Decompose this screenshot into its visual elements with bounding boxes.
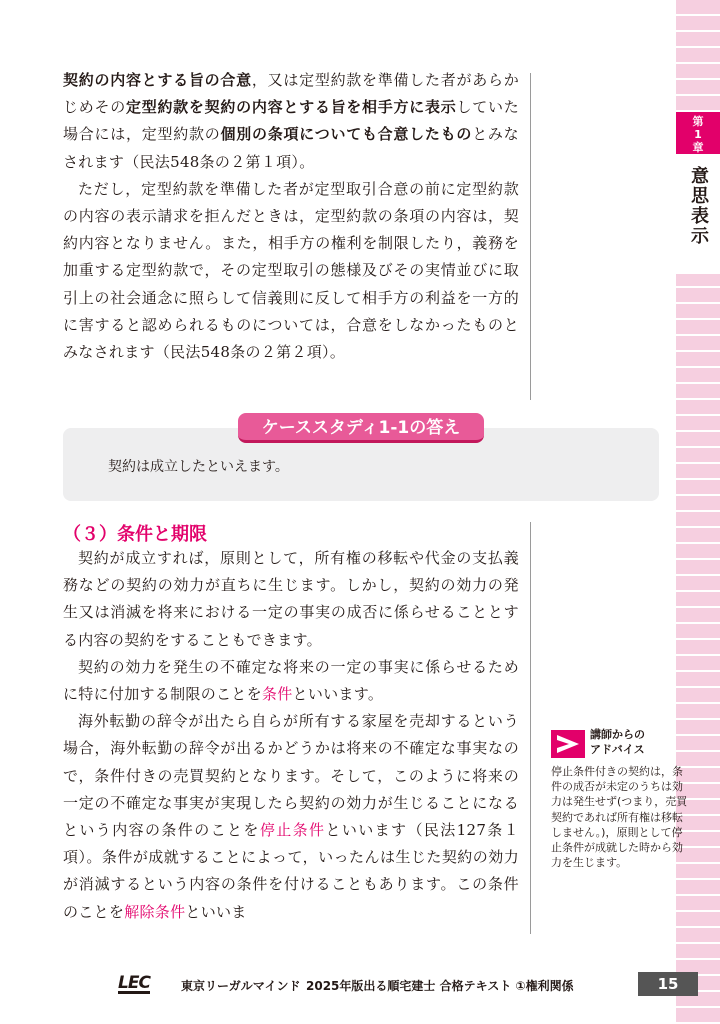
text-run: といいます。 bbox=[292, 685, 384, 704]
highlighted-term: 解除条件 bbox=[124, 902, 186, 921]
section-paragraph-1 bbox=[63, 545, 519, 654]
case-study-label: ケーススタディ1-1の答え bbox=[238, 413, 484, 443]
play-arrow-icon bbox=[551, 730, 585, 758]
text-run: していた場合には，定型約款の bbox=[63, 98, 520, 144]
advice-heading-line-2: アドバイス bbox=[590, 743, 645, 756]
advice-body: 停止条件付きの契約は，条件の成否が未定のうちは効力は発生せず(つまり，売買契約であれば所有権は移転しません。)，原則として停止条件が成就した時から効力を生じます。 bbox=[551, 765, 688, 870]
section-paragraph-2 bbox=[63, 654, 519, 708]
chapter-title: 意思表示 bbox=[676, 154, 720, 274]
highlighted-term: 条件 bbox=[261, 685, 293, 704]
advice-heading-line-1: 講師からの bbox=[590, 728, 645, 741]
advice-heading bbox=[590, 727, 670, 757]
case-study-answer: 契約は成立したといえます。 bbox=[108, 459, 289, 475]
footer-company: 東京リーガルマインド bbox=[181, 979, 301, 993]
emphasized-text: 個別の条項についても合意したもの bbox=[220, 125, 473, 144]
section-heading: （３）条件と期限 bbox=[63, 524, 207, 545]
highlighted-term: 停止条件 bbox=[259, 821, 326, 840]
chapter-number-label: 第1章 bbox=[692, 115, 704, 154]
intro-text bbox=[63, 67, 519, 366]
text-run: とみなされます（民法548条の２第１項）。 bbox=[63, 125, 519, 171]
page-number: 15 bbox=[638, 972, 698, 996]
footer-book-title: 2025年版出る順宅建士 合格テキスト ①権利関係 bbox=[306, 979, 574, 993]
text-run: 海外転勤の辞令が出たら自らが所有する家屋を売却するという場合，海外転勤の辞令が出るかどうかは将来の不確定な事実なので，条件付きの売買契約となります。そして，このように将来の一定の不確定な事実が実現したら契約の効力が生じることになるという内容の条件のことを bbox=[63, 712, 519, 840]
section-paragraph-3 bbox=[63, 708, 519, 926]
text-run: といいま bbox=[185, 902, 247, 921]
lec-logo bbox=[118, 973, 150, 994]
text-run: 契約の効力を発生の不確定な将来の一定の事実に係らせるために特に付加する制限のことを bbox=[63, 657, 519, 704]
intro-paragraph-2 bbox=[63, 176, 519, 366]
text-run: といいます（民法127条１項）。条件が成就することによって，いったんは生じた契約の効力が消滅するという内容の条件を付けることもあります。この条件のことを bbox=[63, 821, 519, 921]
margin-divider-bottom bbox=[530, 522, 531, 934]
text-run: 契約が成立すれば，原則として，所有権の移転や代金の支払義務などの契約の効力が直ちに生じます。しかし，契約の効力の発生又は消滅を将来における一定の事実の成否に係らせることとする内容の契約をすることもできます。 bbox=[63, 549, 519, 649]
text-run: ただし，定型約款を準備した者が定型取引合意の前に定型約款の内容の表示請求を拒んだときは，定型約款の条項の内容は，契約内容となりません。また，相手方の権利を制限したり，義務を加重する定型約款で，その定型取引の態様及びその実情並びに取引上の社会通念に照らして信義則に反して相手方の利益を一方的に害すると認められるものについては，合意をしなかったものとみなされます（民法548条の２第２項）。 bbox=[63, 179, 519, 362]
emphasized-text: 契約の内容とする旨の合意 bbox=[63, 71, 252, 89]
section-text bbox=[63, 545, 519, 926]
lec-logo-text: LEC bbox=[118, 973, 150, 993]
text-run: ，又は定型約款を準備した者があらかじめその bbox=[63, 71, 519, 117]
margin-divider-top bbox=[530, 73, 531, 400]
intro-paragraph-1 bbox=[63, 67, 519, 176]
emphasized-text: 定型約款を契約の内容とする旨を相手方に表示 bbox=[125, 98, 457, 117]
chapter-number-badge bbox=[676, 112, 720, 154]
